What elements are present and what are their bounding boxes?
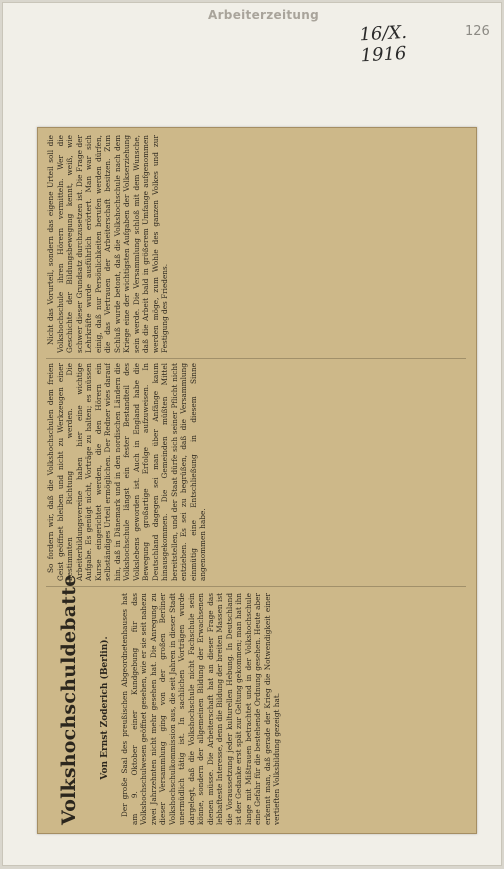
article-column-3 <box>46 135 466 353</box>
column-text: Der große Saal des preußischen Abgeordnetenhauses hat am 9. Oktober einer Kundgebung für das Volkshochschulwesen geöffnet gesehen, wie er sie seit nahezu zwei Jahrzehnten nicht mehr gesehen hat. Die Anregung zu dieser Versammlung ging von der großen Berliner Volkshochschulkommission aus, die seit Jahren in dieser Stadt unermüdlich tätig ist. In sachlichen Vorträgen wurde dargelegt, daß die Volkshochschule nicht Fachschule sein könne, sondern der allgemeinen Bildung der Erwachsenen dienen müsse. Die Arbeiterschaft hat an dieser Frage das lebhafteste Interesse, denn die Bildung der breiten Massen ist die Voraussetzung jeder kulturellen Hebung. In Deutschland ist der Gedanke erst spät zur Geltung gekommen; man hat ihn lange mit Mißtrauen betrachtet und in der Volkshochschule eine Gefahr für die bestehende Ordnung gesehen. Heute aber erkennt man, daß gerade der Krieg die Notwendigkeit einer vertieften Volksbildung gezeigt hat. <box>120 593 281 825</box>
archive-sheet <box>2 2 502 866</box>
clipping-rotated-content <box>38 128 476 833</box>
column-text: So fordern wir, daß die Volkshochschulen dem freien Geist geöffnet bleiben und nicht zu Werkzeugen einer bestimmten Richtung werden. Die Arbeiterbildungsvereine haben hier eine wichtige Aufgabe. Es genügt nicht, Vorträge zu halten; es müssen Kurse eingerichtet werden, die den Hörern ein selbständiges Urteil ermöglichen. Der Redner wies darauf hin, daß in Dänemark und in den nordischen Ländern die Volkshochschule längst ein fester Bestandteil des Volkslebens geworden ist. Auch in England habe die Bewegung großartige Erfolge aufzuweisen. In Deutschland dagegen sei man über Anfänge kaum hinausgekommen. Die Gemeinden müßten Mittel bereitstellen, und der Staat dürfe sich seiner Pflicht nicht entziehen. Es sei zu begrüßen, daß die Versammlung einmütig eine Entschließung in diesem Sinne angenommen habe. <box>46 363 207 581</box>
newspaper-name-stamp: Arbeiterzeitung <box>208 8 319 22</box>
article-column-2 <box>46 363 466 581</box>
column-divider <box>46 358 466 359</box>
article-headline: Volkshochschuldebatte <box>58 574 80 825</box>
newspaper-clipping <box>37 127 477 834</box>
column-divider <box>46 586 466 587</box>
handwritten-date: 16/X. 1916 <box>358 21 408 67</box>
column-text: Nicht das Vorurteil, sondern das eigene Urteil soll die Volkshochschule ihren Hörern vermitteln. Wer die Geschichte der Bildungsbewegung kennt, weiß, wie schwer dieser Grundsatz durchzusetzen ist. Die Frage der Lehrkräfte wurde ausführlich erörtert. Man war sich einig, daß nur Persönlichkeiten berufen werden dürfen, die das Vertrauen der Arbeiterschaft besitzen. Zum Schluß wurde betont, daß die Volkshochschule nach dem Kriege eine der wichtigsten Aufgaben der Volkserziehung sein werde. Die Versammlung schloß mit dem Wunsche, daß die Arbeit bald in größerem Umfange aufgenommen werden möge, zum Wohle des ganzen Volkes und zur Festigung des Friedens. <box>46 135 169 353</box>
article-column-1 <box>120 593 466 825</box>
page-number: 126 <box>465 24 490 39</box>
article-author: Von Ernst Zoderich (Berlin). <box>100 636 110 780</box>
